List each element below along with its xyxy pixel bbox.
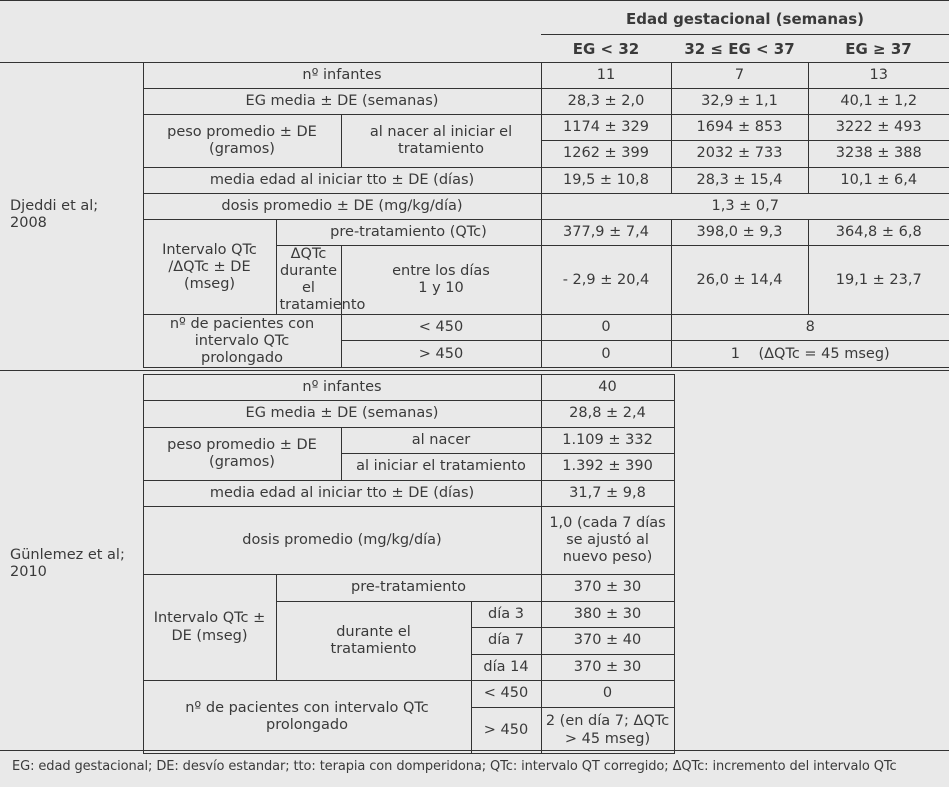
cell: 1,0 (cada 7 días se ajustó al nuevo peso) [541,507,674,575]
row-sublabel: entre los días 1 y 10 [341,246,541,315]
cell: 11 [541,63,671,89]
row-label: peso promedio ± DE (gramos) [143,428,341,481]
row-label: dosis promedio (mg/kg/día) [143,507,541,575]
cell: 1694 ± 853 [671,115,808,141]
cell: 1262 ± 399 [541,141,671,168]
study-gunlemez-table [0,374,675,754]
row-label: EG media ± DE (semanas) [143,89,541,115]
row-label: nº infantes [143,63,541,89]
cell: 40,1 ± 1,2 [808,89,949,115]
row-label: nº infantes [143,375,541,401]
cell: 28,3 ± 2,0 [541,89,671,115]
row-sublabel: < 450 [341,315,541,341]
section-divider [0,370,949,371]
cell: 2 (en día 7; ΔQTc > 45 mseg) [541,708,674,754]
row-sublabel: > 450 [341,341,541,368]
row-label: nº de pacientes con intervalo QTc prolongado [143,681,471,754]
row-sublabel: < 450 [471,681,541,708]
cell: 398,0 ± 9,3 [671,220,808,246]
cell: 19,1 ± 23,7 [808,246,949,315]
cell: 32,9 ± 1,1 [671,89,808,115]
cell: 1 (ΔQTc = 45 mseg) [671,341,949,368]
row-label: media edad al iniciar tto ± DE (días) [143,481,541,507]
row-sublabel: día 14 [471,655,541,681]
cell: 31,7 ± 9,8 [541,481,674,507]
cell: 1.392 ± 390 [541,454,674,481]
row-label: EG media ± DE (semanas) [143,401,541,428]
row-sublabel: ΔQTc durante el tratamiento [276,246,341,315]
row-label: media edad al iniciar tto ± DE (días) [143,168,541,194]
author-djeddi: Djeddi et al; 2008 [0,63,143,368]
cell: 380 ± 30 [541,602,674,628]
row-label: dosis promedio ± DE (mg/kg/día) [143,194,541,220]
cell: 1.109 ± 332 [541,428,674,454]
row-sublabel: durante el tratamiento [276,602,471,681]
row-label: peso promedio ± DE (gramos) [143,115,341,168]
row-sublabel: > 450 [471,708,541,754]
gestational-age-header: Edad gestacional (semanas) [626,10,864,28]
row-label: Intervalo QTc /ΔQTc ± DE (mseg) [143,220,276,315]
cell: 7 [671,63,808,89]
cell: 28,3 ± 15,4 [671,168,808,194]
col-header-eg-lt-32: EG < 32 [572,39,640,58]
cell: 1,3 ± 0,7 [541,194,949,220]
cell: 2032 ± 733 [671,141,808,168]
cell: 13 [808,63,949,89]
row-sublabel: día 7 [471,628,541,655]
row-label: Intervalo QTc ± DE (mseg) [143,575,276,681]
cell: 364,8 ± 6,8 [808,220,949,246]
row-sublabel: al nacer al iniciar el tratamiento [341,115,541,168]
footnote: EG: edad gestacional; DE: desvío estandar; tto: terapia con domperidona; QTc: intervalo QT corregido; ΔQTc: incremento del intervalo QTc [12,759,897,774]
cell: 0 [541,681,674,708]
row-label: nº de pacientes con intervalo QTc prolongado [143,315,341,368]
table-bottom-rule [0,750,949,751]
study-djeddi-table [0,62,949,368]
cell: 0 [541,315,671,341]
cell: 3238 ± 388 [808,141,949,168]
row-sublabel: al nacer [341,428,541,454]
row-sublabel: pre-tratamiento [276,575,541,602]
row-sublabel: al iniciar el tratamiento [341,454,541,481]
cell: 3222 ± 493 [808,115,949,141]
cell: 377,9 ± 7,4 [541,220,671,246]
author-gunlemez: Günlemez et al; 2010 [0,375,143,754]
cell: 1174 ± 329 [541,115,671,141]
cell: 370 ± 30 [541,655,674,681]
cell: 370 ± 40 [541,628,674,655]
cell: 8 [671,315,949,341]
col-header-eg-ge-37: EG ≥ 37 [845,39,912,58]
row-sublabel: día 3 [471,602,541,628]
cell: 26,0 ± 14,4 [671,246,808,315]
cell: 0 [541,341,671,368]
cell: 10,1 ± 6,4 [808,168,949,194]
cell: - 2,9 ± 20,4 [541,246,671,315]
cell: 28,8 ± 2,4 [541,401,674,428]
cell: 40 [541,375,674,401]
cell: 19,5 ± 10,8 [541,168,671,194]
col-header-eg-32-37: 32 ≤ EG < 37 [684,39,795,58]
row-sublabel: pre-tratamiento (QTc) [276,220,541,246]
cell: 370 ± 30 [541,575,674,602]
